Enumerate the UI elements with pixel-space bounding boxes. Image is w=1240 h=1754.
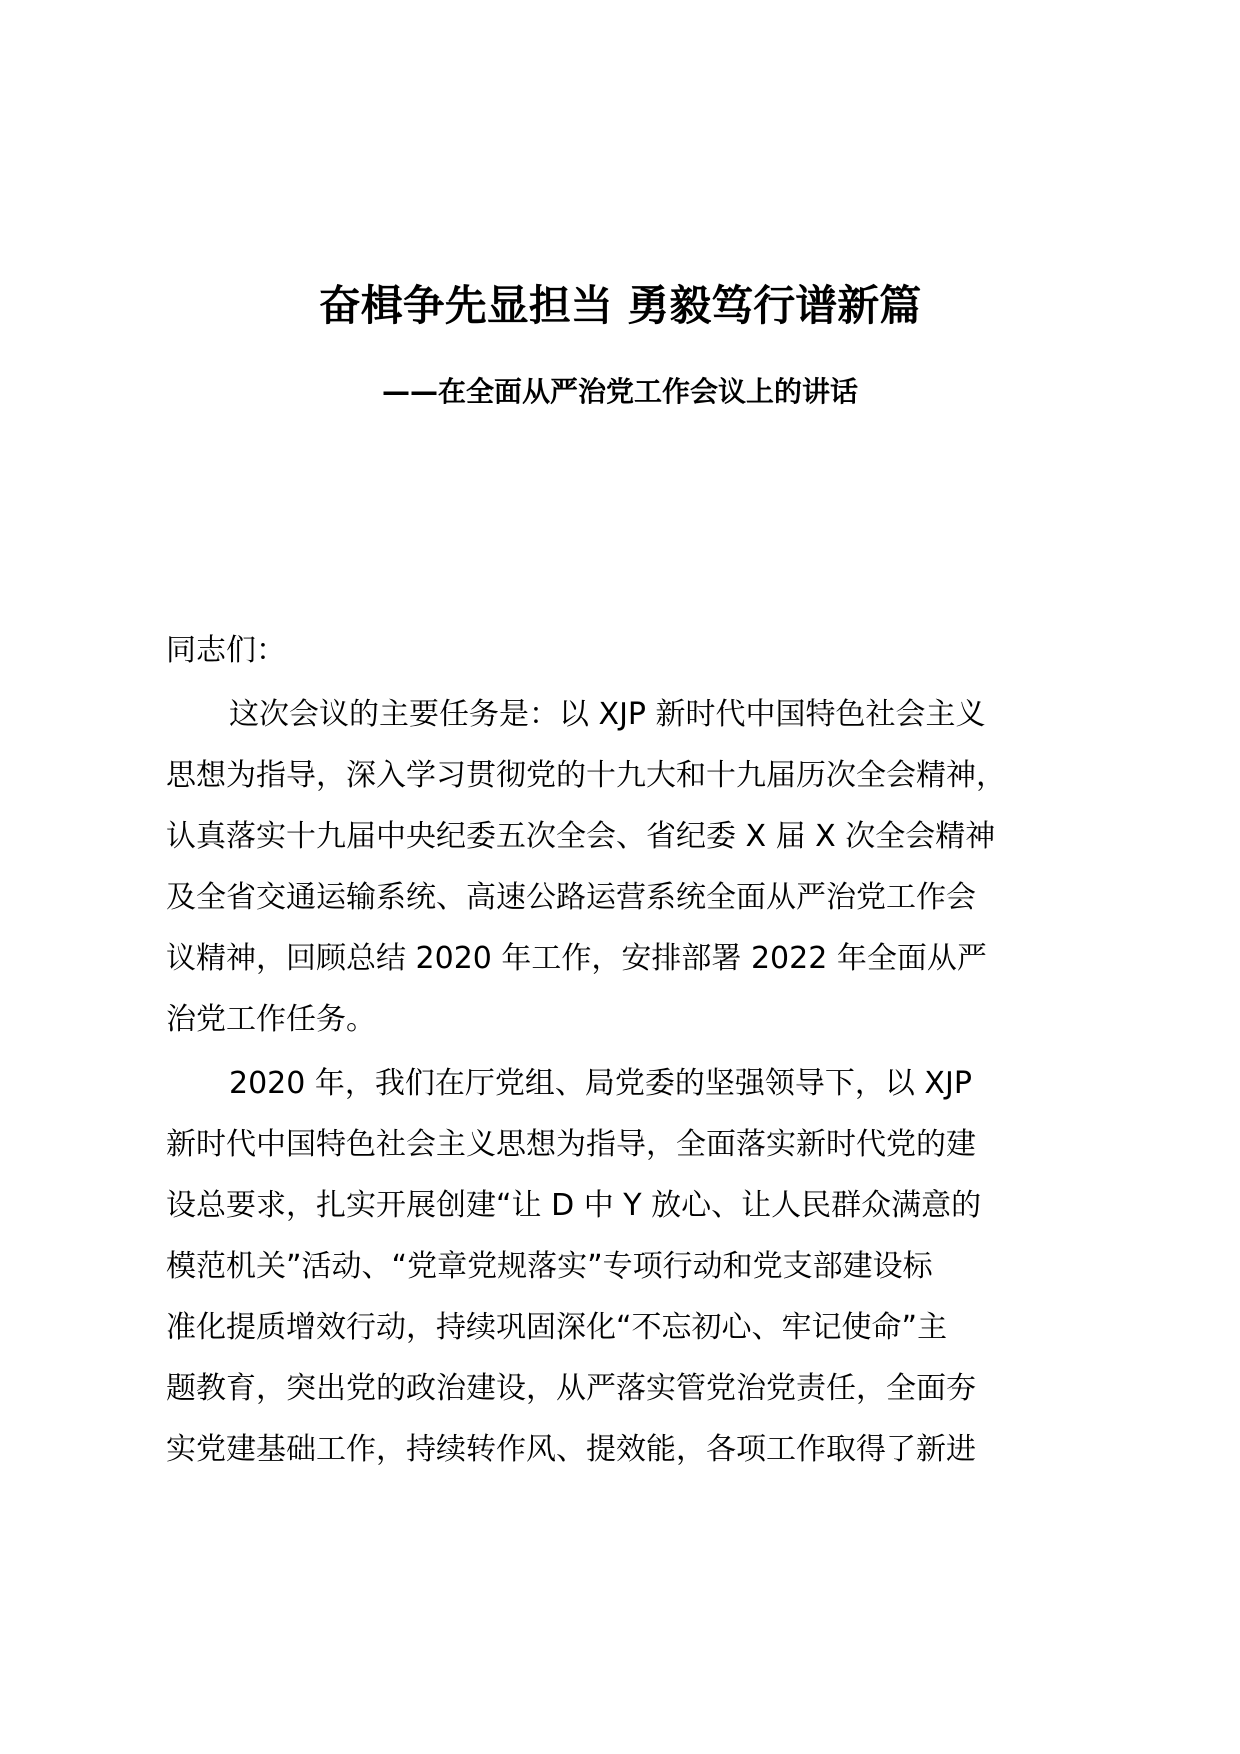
paragraph-line: 题教育，突出党的政治建设，从严落实管党治党责任，全面夯	[166, 1371, 976, 1406]
paragraph-line: 思想为指导，深入学习贯彻党的十九大和十九届历次全会精神，	[166, 758, 1006, 793]
document-subtitle: ——在全面从严治党工作会议上的讲话	[381, 375, 858, 408]
document-title: 奋楫争先显担当 勇毅笃行谱新篇	[318, 281, 922, 330]
paragraph-line: 认真落实十九届中央纪委五次全会、省纪委 X 届 X 次全会精神	[166, 819, 996, 854]
paragraph-line: 及全省交通运输系统、高速公路运营系统全面从严治党工作会	[166, 880, 976, 915]
salutation: 同志们：	[166, 633, 286, 668]
paragraph-line: 这次会议的主要任务是：以 XJP 新时代中国特色社会主义	[229, 697, 986, 732]
paragraph-line: 治党工作任务。	[166, 1002, 376, 1037]
paragraph-line: 议精神，回顾总结 2020 年工作，安排部署 2022 年全面从严	[166, 941, 987, 976]
paragraph-line: 新时代中国特色社会主义思想为指导，全面落实新时代党的建	[166, 1127, 976, 1162]
paragraph-line: 设总要求，扎实开展创建“让 D 中 Y 放心、让人民群众满意的	[166, 1188, 982, 1223]
paragraph-1	[166, 684, 1096, 1050]
paragraph-line: 2020 年，我们在厅党组、局党委的坚强领导下，以 XJP	[229, 1066, 972, 1101]
paragraph-line: 模范机关”活动、“党章党规落实”专项行动和党支部建设标	[166, 1249, 933, 1284]
paragraph-2	[166, 1053, 1096, 1480]
document-body	[166, 620, 1096, 1483]
paragraph-line: 准化提质增效行动，持续巩固深化“不忘初心、牢记使命”主	[166, 1310, 948, 1345]
paragraph-line: 实党建基础工作，持续转作风、提效能，各项工作取得了新进	[166, 1432, 976, 1467]
